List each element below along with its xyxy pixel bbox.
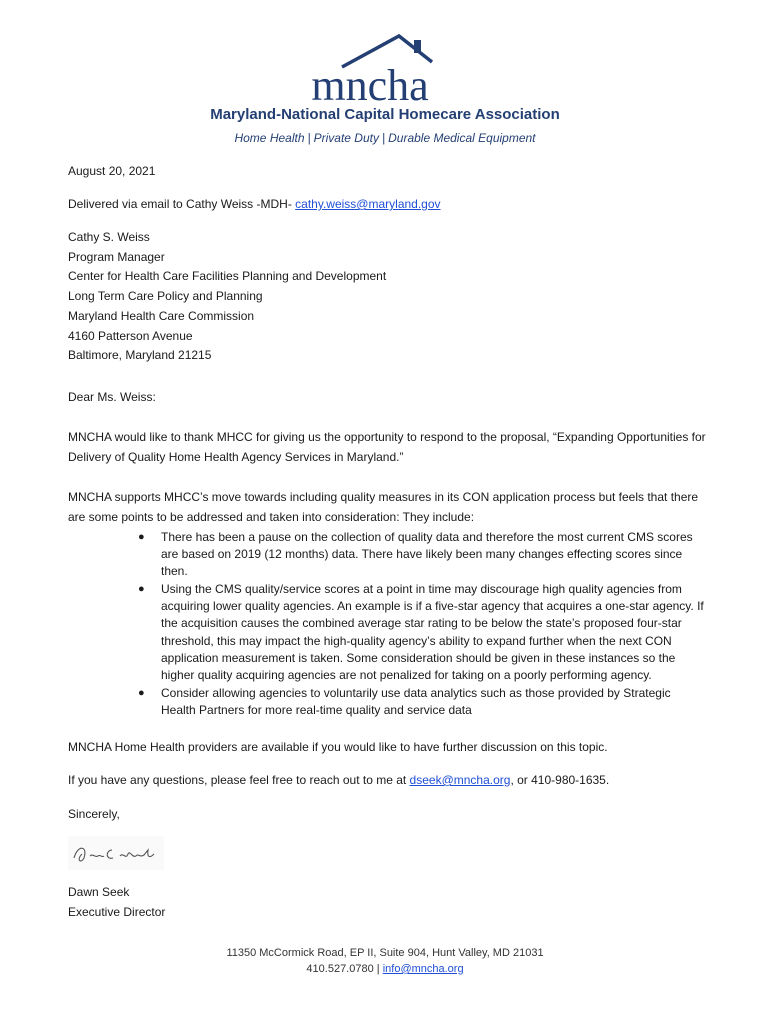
letter-date: August 20, 2021 <box>68 164 156 178</box>
points-list <box>68 529 708 720</box>
tagline-item: Durable Medical Equipment <box>388 131 536 145</box>
questions-text: If you have any questions, please feel free to reach out to me at <box>68 773 410 787</box>
tagline <box>0 131 770 145</box>
tagline-separator: | <box>307 131 311 145</box>
delivery-line <box>68 196 441 213</box>
signer-name: Dawn Seek <box>68 885 130 899</box>
footer-contact <box>0 963 770 975</box>
signer-title: Executive Director <box>68 905 166 919</box>
tagline-item: Home Health <box>234 131 305 145</box>
closing: Sincerely, <box>68 807 120 821</box>
mncha-logo <box>298 32 443 104</box>
footer-address: 11350 McCormick Road, EP II, Suite 904, Hunt Valley, MD 21031 <box>226 947 544 959</box>
paragraph-thanks: MNCHA would like to thank MHCC for giving us the opportunity to respond to the proposal, “Expanding Opportunities for Delivery of Quality Home Health Agency Services in Maryland.” <box>68 430 706 464</box>
recipient-department: Center for Health Care Facilities Planning and Development <box>68 269 387 283</box>
footer-separator: | <box>373 963 383 975</box>
bullet-icon: ● <box>138 686 145 699</box>
list-item-text: There has been a pause on the collection of quality data and therefore the most current CMS scores are based on 2019 (12 months) data. There have likely been many changes effecting scores since then. <box>161 530 693 579</box>
recipient-street: 4160 Patterson Avenue <box>68 329 193 343</box>
recipient-name: Cathy S. Weiss <box>68 230 150 244</box>
bullet-icon: ● <box>138 583 145 596</box>
bullet-icon: ● <box>138 531 145 543</box>
paragraph-support: MNCHA supports MHCC’s move towards including quality measures in its CON application process but feels that there are some points to be addressed and taken into consideration: They include: <box>68 490 699 524</box>
recipient-title: Program Manager <box>68 250 165 264</box>
recipient-division: Long Term Care Policy and Planning <box>68 289 263 303</box>
list-item-text: Using the CMS quality/service scores at a point in time may discourage high quality agencies from acquiring lower quality agencies. An example is if a five-star agency that acquires a one-star agency. If the acquisition causes the combined average star rating to be below the state’s proposed four-star threshold, this may impact the high-quality agency’s ability to expand further when the next CON application measurement is taken. Some consideration should be given in these instances so the higher quality acquiring agencies are not penalized for taking on a poorly performing agency. <box>161 582 704 682</box>
salutation: Dear Ms. Weiss: <box>68 390 156 404</box>
list-item-text: Consider allowing agencies to voluntarily use data analytics such as those provided by Strategic Health Partners for more real-time quality and service data <box>161 685 671 717</box>
recipient-city: Baltimore, Maryland 21215 <box>68 348 212 362</box>
organization-name: Maryland-National Capital Homecare Association <box>210 106 560 123</box>
list-item <box>68 685 708 719</box>
recipient-email-link[interactable]: cathy.weiss@maryland.gov <box>295 197 441 211</box>
contact-email-link[interactable]: dseek@mncha.org <box>409 773 511 787</box>
house-roof-icon <box>298 32 443 104</box>
recipient-organization: Maryland Health Care Commission <box>68 309 255 323</box>
list-item <box>68 581 708 684</box>
questions-line <box>68 772 609 789</box>
delivery-text: Delivered via email to Cathy Weiss -MDH- <box>68 197 296 211</box>
footer-phone: 410.527.0780 <box>306 963 374 975</box>
footer-email-link[interactable]: info@mncha.org <box>382 963 464 975</box>
tagline-item: Private Duty <box>313 131 379 145</box>
list-item <box>68 529 708 580</box>
signature-image <box>68 836 164 870</box>
availability-line: MNCHA Home Health providers are available if you would like to have further discussion on this topic. <box>68 740 608 754</box>
tagline-separator: | <box>381 131 386 145</box>
questions-phone: , or 410-980-1635. <box>510 773 610 787</box>
logo-text: mncha <box>311 61 429 104</box>
